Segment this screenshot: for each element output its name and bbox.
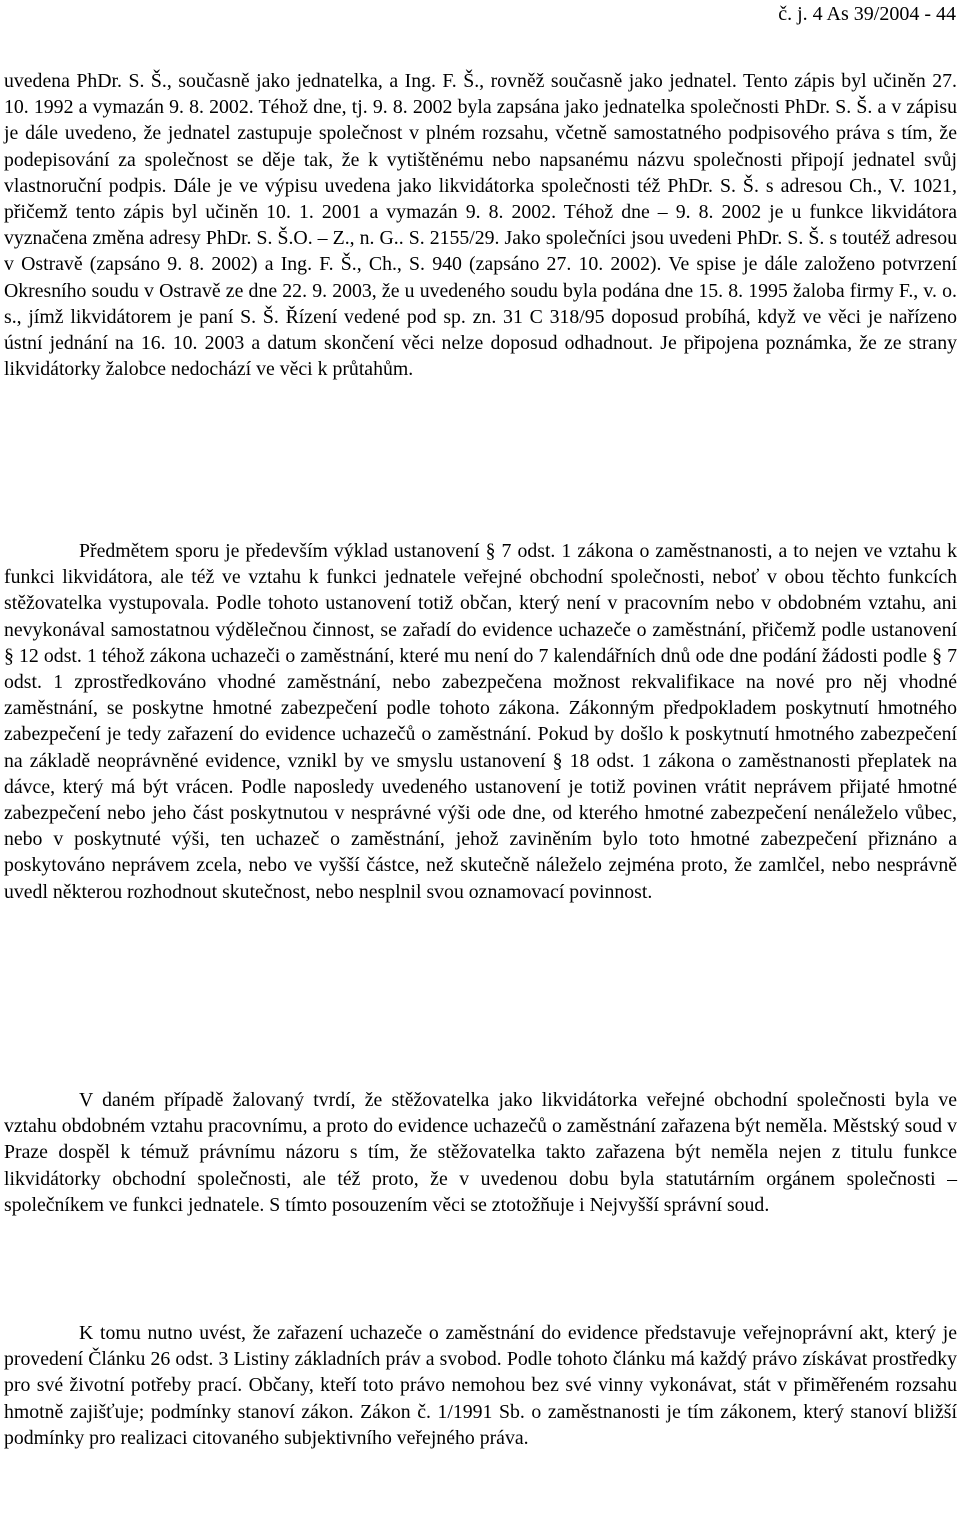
- paragraph: uvedena PhDr. S. Š., současně jako jednatelka, a Ing. F. Š., rovněž současně jako jednatel. Tento zápis byl učiněn 27. 10. 1992 a vymazán 9. 8. 2002. Téhož dne, tj. 9. 8. 2002 byla zapsána jako jednatelka společnosti PhDr. S. Š. a v zápisu je dále uvedeno, že jednatel zastupuje společnost v plném rozsahu, včetně samostatného podpisového práva s tím, že podepisování za společnost se děje tak, že k vytištěnému nebo napsanému názvu společnosti připojí jednatel svůj vlastnoruční podpis. Dále je ve výpisu uvedena jako likvidátorka společnosti též PhDr. S. Š. s adresou Ch., V. 1021, přičemž tento zápis byl učiněn 10. 1. 2001 a vymazán 9. 8. 2002. Téhož dne – 9. 8. 2002 je u funkce likvidátora vyznačena změna adresy PhDr. S. Š.O. – Z., n. G.. S. 2155/29. Jako společníci jsou uvedeni PhDr. S. Š. s toutéž adresou v Ostravě (zapsáno 9. 8. 2002) a Ing. F. Š., Ch., S. 940 (zapsáno 27. 10. 2002). Ve spise je dále založeno potvrzení Okresního soudu v Ostravě ze dne 22. 9. 2003, že u uvedeného soudu byla podána dne 15. 8. 1995 žaloba firmy F., v. o. s., jímž likvidátorem je paní S. Š. Řízení vedené pod sp. zn. 31 C 318/95 doposud probíhá, když ve věci je nařízeno ústní jednání na 16. 10. 2003 a datum skončení věci nelze doposud odhadnout. Je připojena poznámka, že ze strany likvidátorky žalobce nedochází ve věci k průtahům.: [4, 70, 957, 381]
- case-number: č. j. 4 As 39/2004 - 44: [778, 3, 956, 25]
- paragraph: V daném případě žalovaný tvrdí, že stěžovatelka jako likvidátorka veřejné obchodní společnosti byla ve vztahu obdobném vztahu pracovnímu, a proto do evidence uchazečů o zaměstnání zařazena být neměla. Městský soud v Praze dospěl k témuž právnímu názoru s tím, že stěžovatelka takto zařazena být neměla nejen z titulu funkce likvidátorky obchodní společnosti, ale též proto, že v uvedenou dobu byla statutárním orgánem společnosti – společníkem ve funkci jednatele. S tímto posouzením věci se ztotožňuje i Nejvyšší správní soud.: [4, 1089, 957, 1216]
- paragraph: Předmětem sporu je především výklad ustanovení § 7 odst. 1 zákona o zaměstnanosti, a to nejen ve vztahu k funkci likvidátora, ale též ve vztahu k funkci jednatele veřejné obchodní společnosti, neboť v obou těchto funkcích stěžovatelka vystupovala. Podle tohoto ustanovení totiž občan, který není v pracovním nebo v obdobném vztahu, ani nevykonával samostatnou výdělečnou činnost, se zařadí do evidence uchazeče o zaměstnání, přičemž podle ustanovení § 12 odst. 1 téhož zákona uchazeči o zaměstnání, které mu není do 7 kalendářních dnů ode dne podání žádosti podle § 7 odst. 1 zprostředkováno vhodné zaměstnání, nebo zabezpečena možnost rekvalifikace na nové pro něj vhodné zaměstnání, se poskytne hmotné zabezpečení podle tohoto zákona. Zákonným předpokladem poskytnutí hmotného zabezpečení je tedy zařazení do evidence uchazečů o zaměstnání. Pokud by došlo k poskytnutí hmotného zabezpečení na základě neoprávněné evidence, vznikl by ve smyslu ustanovení § 18 odst. 1 zákona o zaměstnanosti přeplatek na dávce, který má být vrácen. Podle naposledy uvedeného ustanovení je totiž povinen vrátit neprávem přijaté hmotné zabezpečení nebo jeho část poskytnutou v nesprávné výši ode dne, od kterého hmotné zabezpečení nenáleželo vůbec, nebo v poskytnuté výši, ten uchazeč o zaměstnání, jehož zaviněním bylo toto hmotné zabezpečení přiznáno a poskytováno neprávem zcela, nebo ve vyšší částce, než skutečně náleželo zejména proto, že zamlčel, nebo nesprávně uvedl některou rozhodnout skutečnost, nebo nesplnil svou oznamovací povinnost.: [4, 540, 957, 903]
- paragraph: K tomu nutno uvést, že zařazení uchazeče o zaměstnání do evidence představuje veřejnoprávní akt, který je provedení Článku 26 odst. 3 Listiny základních práv a svobod. Podle tohoto článku má každý právo získávat prostředky pro své životní potřeby prací. Občany, kteří toto právo nemohou bez své vinny vykonávat, stát v přiměřeném rozsahu hmotně zajišťuje; podmínky stanoví zákon. Zákon č. 1/1991 Sb. o zaměstnanosti je tím zákonem, který stanoví bližší podmínky pro realizaci citovaného subjektivního veřejného práva.: [4, 1322, 957, 1449]
